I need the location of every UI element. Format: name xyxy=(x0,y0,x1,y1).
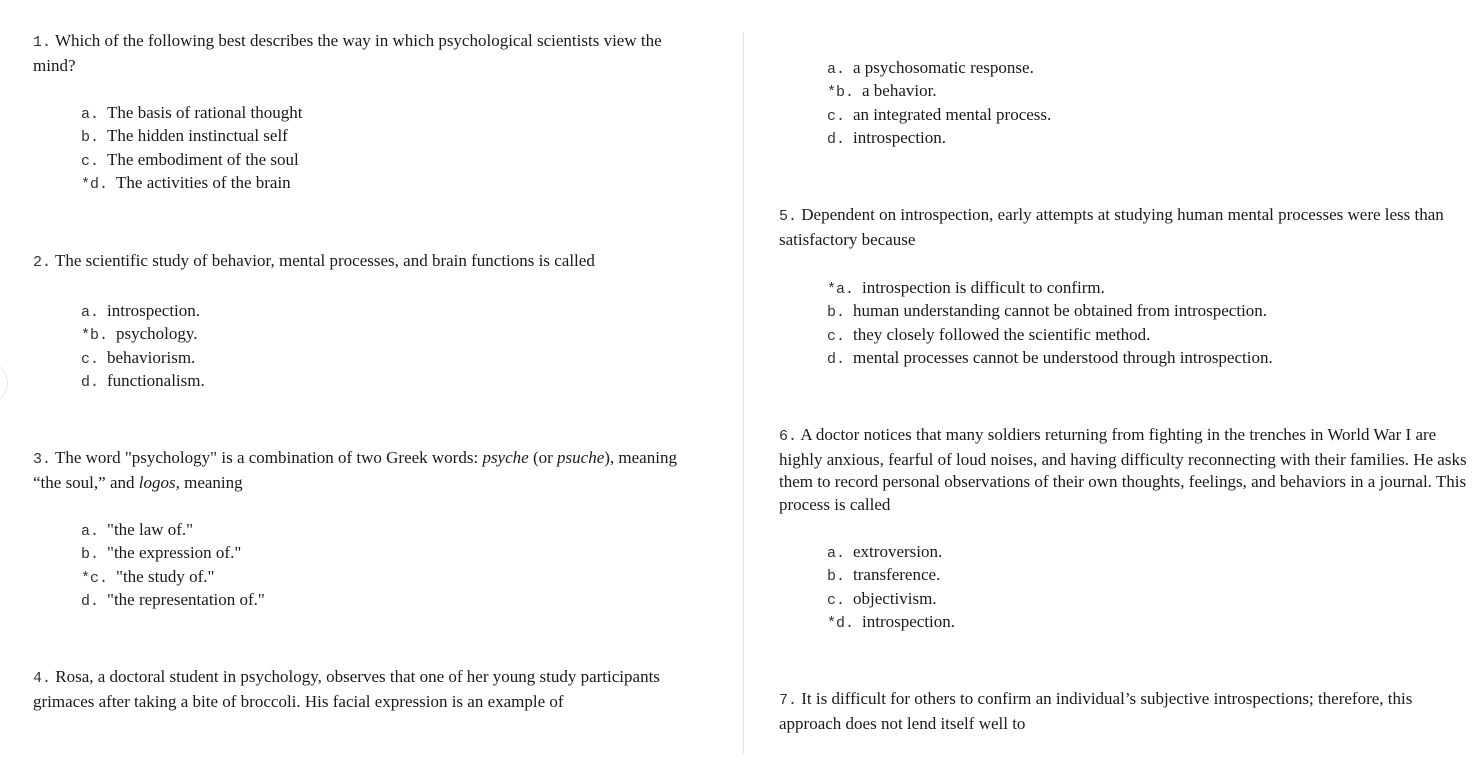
answer-option-c[interactable]: c. objectivism. xyxy=(827,588,937,609)
answer-option-c[interactable]: c. behaviorism. xyxy=(81,347,196,368)
answer-option-b[interactable]: b. human understanding cannot be obtained from introspection. xyxy=(827,301,1268,322)
answer-option-c[interactable]: c. The embodiment of the soul xyxy=(81,149,299,170)
question-number: 1. xyxy=(33,34,52,51)
answer-option-c[interactable]: c. they closely followed the scientific method. xyxy=(827,324,1151,345)
question-3 xyxy=(33,447,708,610)
answer-option-a[interactable]: a. introspection. xyxy=(81,301,201,321)
question-stem: 5. Dependent on introspection, early attempts at studying human mental processes were less than satisfactory because xyxy=(779,205,1444,249)
answer-option-d[interactable]: d. introspection. xyxy=(827,127,947,148)
question-6 xyxy=(779,424,1469,632)
question-number: 2. xyxy=(33,254,52,271)
question-stem: 1. Which of the following best describes the way in which psychological scientists view the mind? xyxy=(33,31,662,75)
answer-option-d[interactable]: d. mental processes cannot be understood through introspection. xyxy=(827,347,1273,368)
answer-option-c-correct[interactable]: *c. "the study of." xyxy=(81,566,215,587)
question-number: 4. xyxy=(33,670,52,687)
question-stem: 4. Rosa, a doctoral student in psychology, observes that one of her young study participants grimaces after taking a bite of broccoli. His facial expression is an example of xyxy=(33,667,660,711)
answer-option-b[interactable]: b. transference. xyxy=(827,565,941,586)
question-number: 5. xyxy=(779,208,798,225)
answer-option-a[interactable]: a. extroversion. xyxy=(827,542,943,562)
answer-option-a[interactable]: a. The basis of rational thought xyxy=(81,103,303,123)
answer-options xyxy=(81,102,302,195)
question-5 xyxy=(779,204,1469,368)
answer-option-a[interactable]: a. a psychosomatic response. xyxy=(827,58,1034,78)
question-1 xyxy=(33,30,708,193)
question-number: 3. xyxy=(33,451,52,468)
question-stem: 6. A doctor notices that many soldiers returning from fighting in the trenches in World War I are highly anxious, fearful of loud noises, and having difficulty reconnecting with their families. He asks them to record personal observations of their own thoughts, feelings, and behaviors in a journal. This process is called xyxy=(779,425,1467,514)
answer-options xyxy=(827,277,1273,370)
answer-option-d-correct[interactable]: *d. introspection. xyxy=(827,611,956,632)
question-stem: 3. The word "psychology" is a combination of two Greek words: psyche (or psuche), meaning “the soul,” and logos, meaning xyxy=(33,448,677,492)
question-7 xyxy=(779,688,1469,735)
question-2 xyxy=(33,250,708,391)
answer-option-a[interactable]: a. "the law of." xyxy=(81,520,194,540)
answer-option-b-correct[interactable]: *b. a behavior. xyxy=(827,81,937,102)
question-4-answer-options xyxy=(827,57,1051,150)
question-stem: 2. The scientific study of behavior, mental processes, and brain functions is called xyxy=(33,251,595,271)
answer-option-a-correct[interactable]: *a. introspection is difficult to confirm. xyxy=(827,278,1105,298)
answer-option-d-correct[interactable]: *d. The activities of the brain xyxy=(81,172,291,193)
answer-options xyxy=(81,300,205,393)
answer-option-d[interactable]: d. functionalism. xyxy=(81,370,205,391)
answer-option-d[interactable]: d. "the representation of." xyxy=(81,589,265,610)
answer-option-c[interactable]: c. an integrated mental process. xyxy=(827,104,1052,125)
answer-options xyxy=(827,541,955,634)
answer-option-b[interactable]: b. "the expression of." xyxy=(81,543,242,564)
answer-options xyxy=(81,519,265,612)
answer-option-b[interactable]: b. The hidden instinctual self xyxy=(81,126,288,147)
question-stem: 7. It is difficult for others to confirm an individual’s subjective introspections; therefore, this approach does not lend itself well to xyxy=(779,689,1413,733)
answer-option-b-correct[interactable]: *b. psychology. xyxy=(81,324,198,345)
question-number: 6. xyxy=(779,428,798,445)
question-4 xyxy=(33,666,708,713)
page-edge-decoration xyxy=(0,362,8,404)
column-divider xyxy=(743,32,744,754)
question-number: 7. xyxy=(779,692,798,709)
